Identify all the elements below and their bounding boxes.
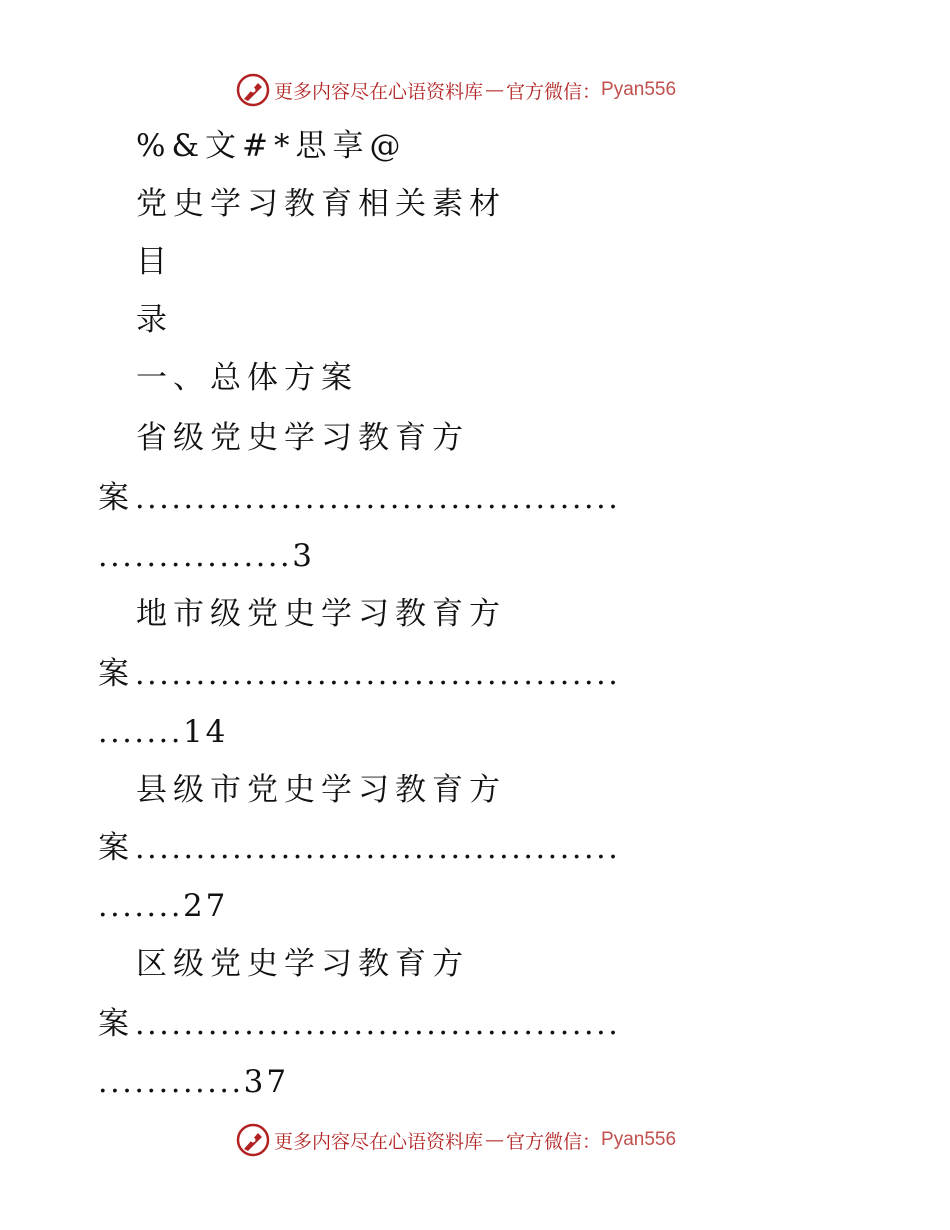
toc-entry-3-leader-2 — [98, 886, 228, 927]
toc-entry-4-leader-2 — [98, 1062, 289, 1103]
pen-logo-icon — [236, 73, 270, 107]
toc-entry-2-page: 14 — [182, 714, 229, 750]
toc-entry-2-last-char: 案 — [98, 656, 135, 692]
toc-entry-2-dots-2: ....... — [98, 715, 183, 750]
toc-entry-2-leader-2 — [98, 712, 228, 753]
toc-entry-1-title: 省级党史学习教育方 — [136, 420, 469, 456]
toc-entry-3-leader — [98, 828, 620, 869]
banner-wechat-id: Pyan556 — [601, 79, 677, 100]
toc-entry-2-title: 地市级党史学习教育方 — [136, 596, 506, 632]
toc-entry-3-dots: ........................................ — [135, 831, 621, 866]
toc-entry-2-dots: ........................................ — [135, 657, 621, 692]
toc-heading-lu: 录 — [136, 302, 173, 338]
toc-entry-4-title: 区级党史学习教育方 — [136, 946, 469, 982]
toc-entry-4-last-char: 案 — [98, 1006, 135, 1042]
toc-heading-mu: 目 — [136, 244, 173, 280]
toc-entry-3-dots-2: ....... — [98, 889, 183, 924]
banner-text: 更多内容尽在心语资料库 — [274, 80, 484, 103]
toc-section-1: 一、总体方案 — [136, 360, 358, 396]
toc-entry-3-page: 27 — [182, 888, 229, 924]
footer-banner-wechat-id: Pyan556 — [601, 1129, 677, 1150]
toc-entry-1-leader-2 — [98, 536, 315, 577]
footer-banner-wechat-label: 官方微信： — [506, 1130, 602, 1153]
footer-banner-text: 更多内容尽在心语资料库 — [274, 1130, 484, 1153]
doc-title: 党史学习教育相关素材 — [136, 186, 506, 222]
toc-entry-3-title: 县级市党史学习教育方 — [136, 772, 506, 808]
toc-entry-1-dots: ........................................ — [135, 481, 621, 516]
toc-entry-4-dots: ........................................ — [135, 1007, 621, 1042]
toc-entry-1-leader — [98, 478, 620, 519]
header-banner — [236, 72, 676, 108]
toc-entry-1-page: 3 — [292, 538, 315, 574]
toc-entry-4-page: 37 — [243, 1064, 290, 1100]
toc-entry-1-last-char: 案 — [98, 480, 135, 516]
footer-banner — [236, 1122, 676, 1158]
banner-wechat-label: 官方微信： — [506, 80, 602, 103]
pen-logo-icon — [236, 1123, 270, 1157]
footer-banner-dash: — — [485, 1129, 505, 1151]
doc-line-1: %&文#*思享@ — [136, 128, 407, 164]
toc-entry-3-last-char: 案 — [98, 830, 135, 866]
toc-entry-1-dots-2: ................ — [98, 539, 293, 574]
toc-entry-4-dots-2: ............ — [98, 1065, 244, 1100]
banner-dash: — — [485, 79, 505, 101]
toc-entry-4-leader — [98, 1004, 620, 1045]
toc-entry-2-leader — [98, 654, 620, 695]
